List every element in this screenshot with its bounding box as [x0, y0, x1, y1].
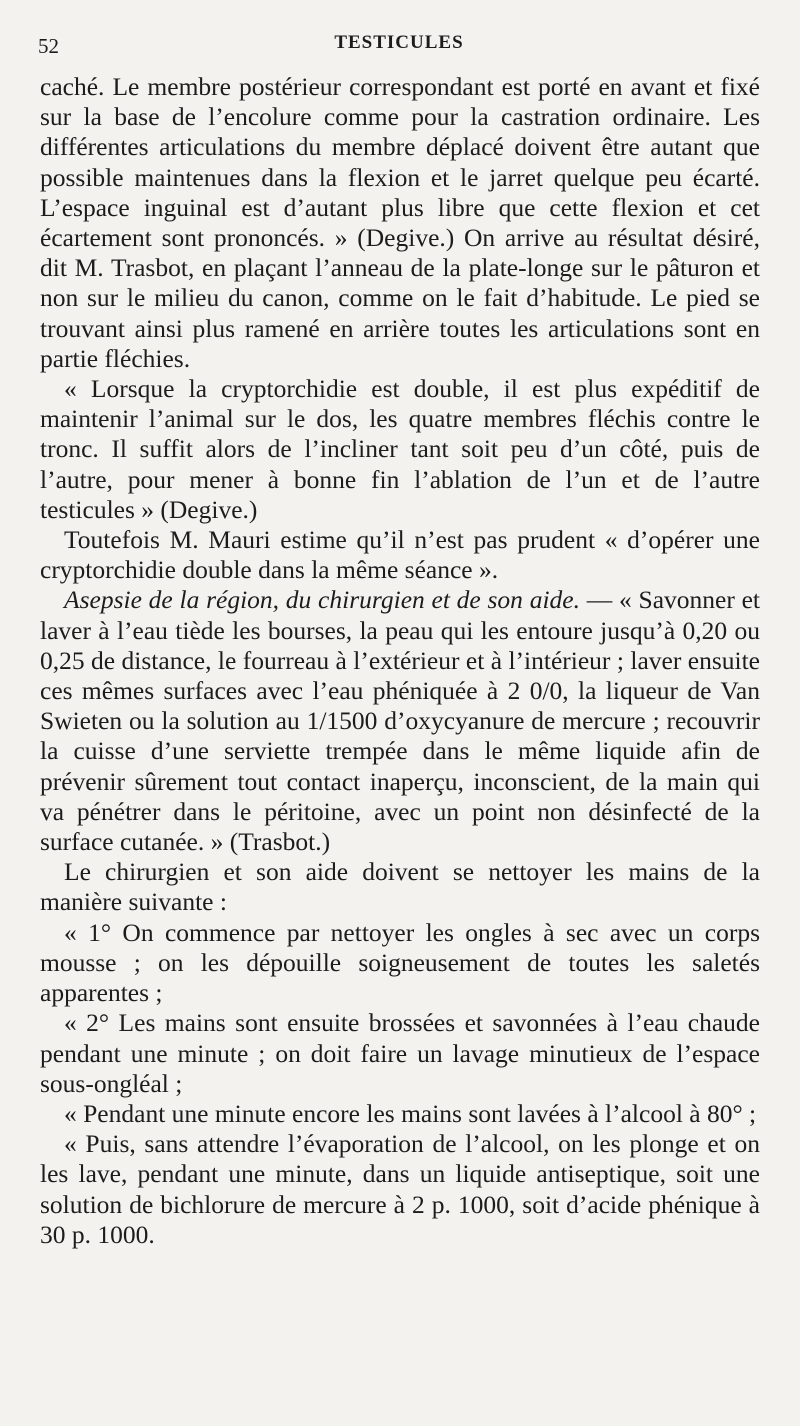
section-lead-italic: Asepsie de la région, du chirurgien et de son aide.: [64, 585, 580, 615]
paragraph-8: « Pendant une minute encore les mains sont lavées à l’alcool à 80° ;: [64, 1098, 757, 1128]
body-text: [40, 72, 760, 1250]
paragraph-2: « Lorsque la cryptorchidie est double, il est plus expéditif de maintenir l’animal sur le dos, les quatre membres fléchis contre le tronc. Il suffit alors de l’incliner tant soit peu d’un côté, puis de l’autre, pour mener à bonne fin l’ablation de l’un et de l’autre testicules » (Degive.): [40, 374, 760, 524]
page-number: 52: [38, 34, 59, 58]
paragraph-4-text: — « Savonner et laver à l’eau tiède les bourses, la peau qui les entoure jusqu’à 0,20 ou 0,25 de distance, le fourreau à l’extérieur et à l’intérieur ; laver ensuite ces mêmes surfaces avec l’eau phéniquée à 2 0/0, la liqueur de Van Swieten ou la solution au 1/1500 d’oxycyanure de mercure ; recouvrir la cuisse d’une serviette trempée dans le même liquide afin de prévenir sûrement tout contact inaperçu, inconscient, de la main qui va pénétrer dans le péritoine, avec un point non désinfecté de la surface cutanée. » (Trasbot.): [40, 585, 760, 857]
paragraph-6: « 1° On commence par nettoyer les ongles à sec avec un corps mousse ; on les dépouille soigneusement de toutes les saletés apparentes ;: [40, 917, 760, 1008]
paragraph-5: Le chirurgien et son aide doivent se nettoyer les mains de la manière suivante :: [40, 857, 760, 917]
paragraph-4: [40, 585, 760, 857]
running-title: TESTICULES: [334, 32, 464, 53]
paragraph-7: « 2° Les mains sont ensuite brossées et savonnées à l’eau chaude pendant une minute ; on doit faire un lavage minutieux de l’espace sous-ongléal ;: [40, 1008, 760, 1098]
paragraph-1: caché. Le membre postérieur correspondant est porté en avant et fixé sur la base de l’encolure comme pour la castration ordinaire. Les différentes articulations du membre déplacé doivent être autant que possible maintenues dans la flexion et le jarret quelque peu écarté. L’espace inguinal est d’autant plus libre que cette flexion et cet écartement sont prononcés. » (Degive.) On arrive au résultat désiré, dit M. Trasbot, en plaçant l’anneau de la plate-longe sur le pâturon et non sur le milieu du canon, comme on le fait d’habitude. Le pied se trouvant ainsi plus ramené en arrière toutes les articulations sont en partie fléchies.: [40, 72, 760, 373]
paragraph-9: « Puis, sans attendre l’évaporation de l’alcool, on les plonge et on les lave, pendant une minute, dans un liquide antiseptique, soit une solution de bichlorure de mercure à 2 p. 1000, soit d’acide phénique à 30 p. 1000.: [40, 1129, 760, 1249]
paragraph-3: Toutefois M. Mauri estime qu’il n’est pas prudent « d’opérer une cryptorchidie double dans la même séance ».: [40, 525, 760, 585]
page-header: [38, 32, 760, 62]
